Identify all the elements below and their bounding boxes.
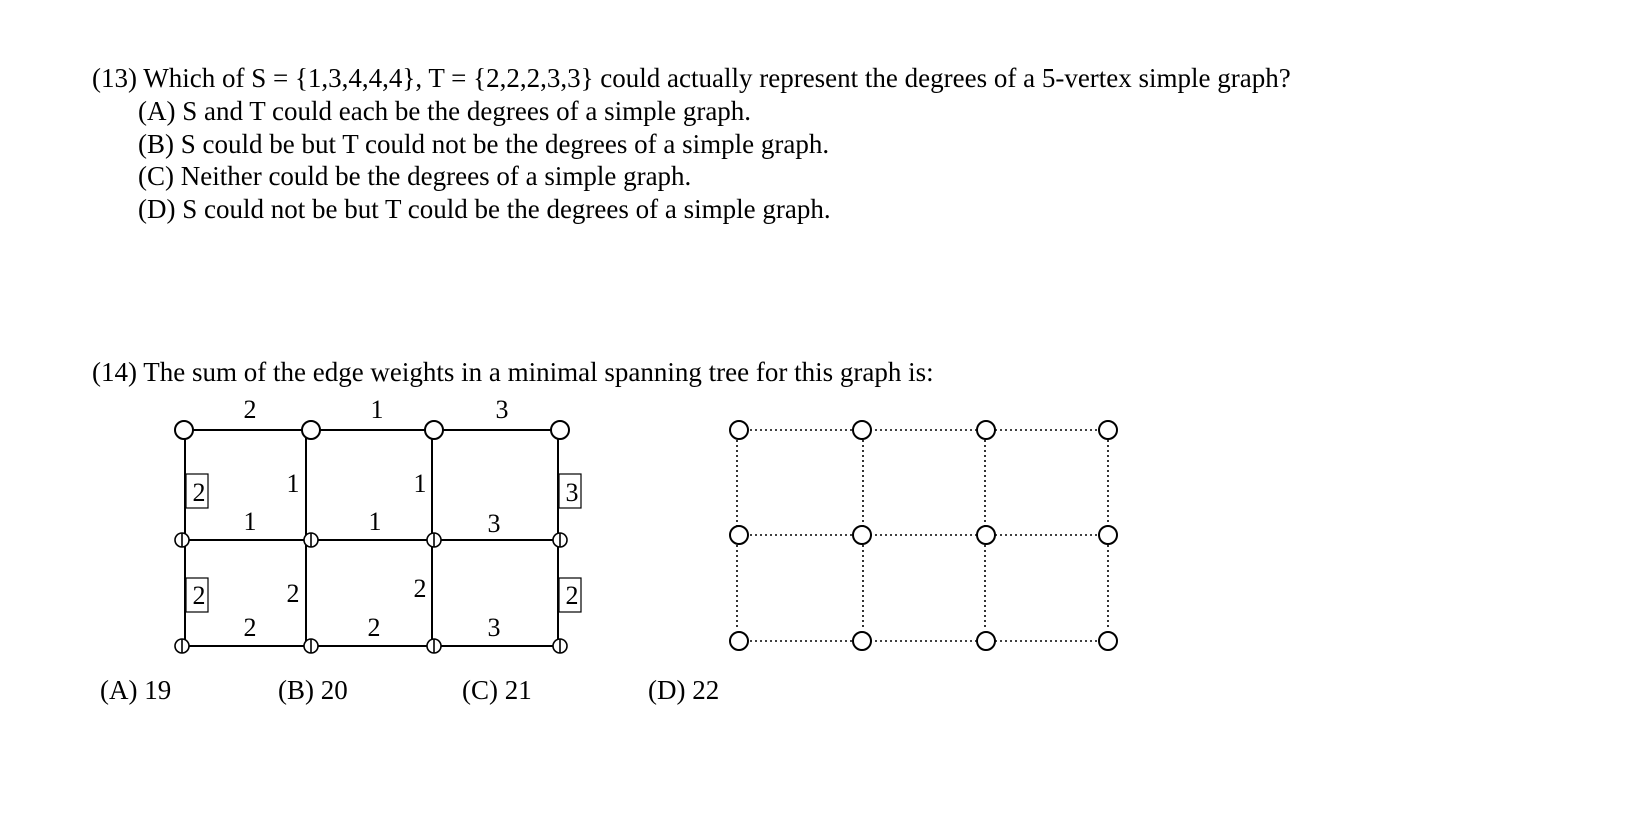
edge-weight: 3 <box>565 478 579 507</box>
q14-option-d: (D) 22 <box>648 675 720 705</box>
q14-option-b: (B) 20 <box>278 675 348 705</box>
grid-vertex <box>977 421 995 439</box>
grid-vertex <box>1099 526 1117 544</box>
graph-vertex <box>304 533 318 547</box>
graph-vertex <box>553 533 567 547</box>
edge-weight: 3 <box>495 395 509 424</box>
q13-option-a: (A) S and T could each be the degrees of a simple graph. <box>138 96 752 126</box>
q14-option-a: (A) 19 <box>100 675 172 705</box>
q13-stem: (13) Which of S = {1,3,4,4,4}, T = {2,2,2,3,3} could actually represent the degrees of a 5-vertex simple graph? <box>92 63 1291 93</box>
grid-vertex <box>730 632 748 650</box>
grid-vertex <box>977 526 995 544</box>
edge-weight: 1 <box>413 469 427 498</box>
grid-vertex <box>853 632 871 650</box>
graph-vertex <box>427 533 441 547</box>
graph-vertex <box>175 533 189 547</box>
edge-weight: 2 <box>565 581 579 610</box>
edge-weight: 3 <box>487 613 501 642</box>
edge-weight: 3 <box>487 509 501 538</box>
graph-vertex <box>175 421 193 439</box>
graph-vertex <box>304 639 318 653</box>
graph-vertex <box>427 639 441 653</box>
edge-weight: 2 <box>192 478 206 507</box>
grid-vertex <box>1099 421 1117 439</box>
grid-vertex <box>853 421 871 439</box>
edge-weight: 2 <box>243 613 257 642</box>
edge-weight: 2 <box>192 581 206 610</box>
edge-weight: 1 <box>243 507 257 536</box>
grid-vertex <box>1099 632 1117 650</box>
graph-vertex <box>553 639 567 653</box>
q14-stem: (14) The sum of the edge weights in a minimal spanning tree for this graph is: <box>92 357 934 387</box>
grid-vertex <box>730 526 748 544</box>
edge-weight: 2 <box>243 395 257 424</box>
q13-option-c: (C) Neither could be the degrees of a simple graph. <box>138 161 692 191</box>
grid-vertex <box>977 632 995 650</box>
edge-weight: 2 <box>367 613 381 642</box>
grid-vertex <box>853 526 871 544</box>
graph-vertex <box>175 639 189 653</box>
edge-weight: 2 <box>286 579 300 608</box>
edge-weight: 1 <box>370 395 384 424</box>
edge-weight: 2 <box>413 574 427 603</box>
weighted-grid-graph <box>175 395 581 653</box>
q13-option-d: (D) S could not be but T could be the degrees of a simple graph. <box>138 194 831 224</box>
q14-option-c: (C) 21 <box>462 675 532 705</box>
graph-vertex <box>425 421 443 439</box>
edge-weight: 1 <box>368 507 382 536</box>
q13-option-b: (B) S could be but T could not be the degrees of a simple graph. <box>138 129 830 159</box>
graph-vertex <box>302 421 320 439</box>
edge-weight: 1 <box>286 469 300 498</box>
blank-dotted-grid <box>730 421 1117 650</box>
graph-vertex <box>551 421 569 439</box>
grid-vertex <box>730 421 748 439</box>
